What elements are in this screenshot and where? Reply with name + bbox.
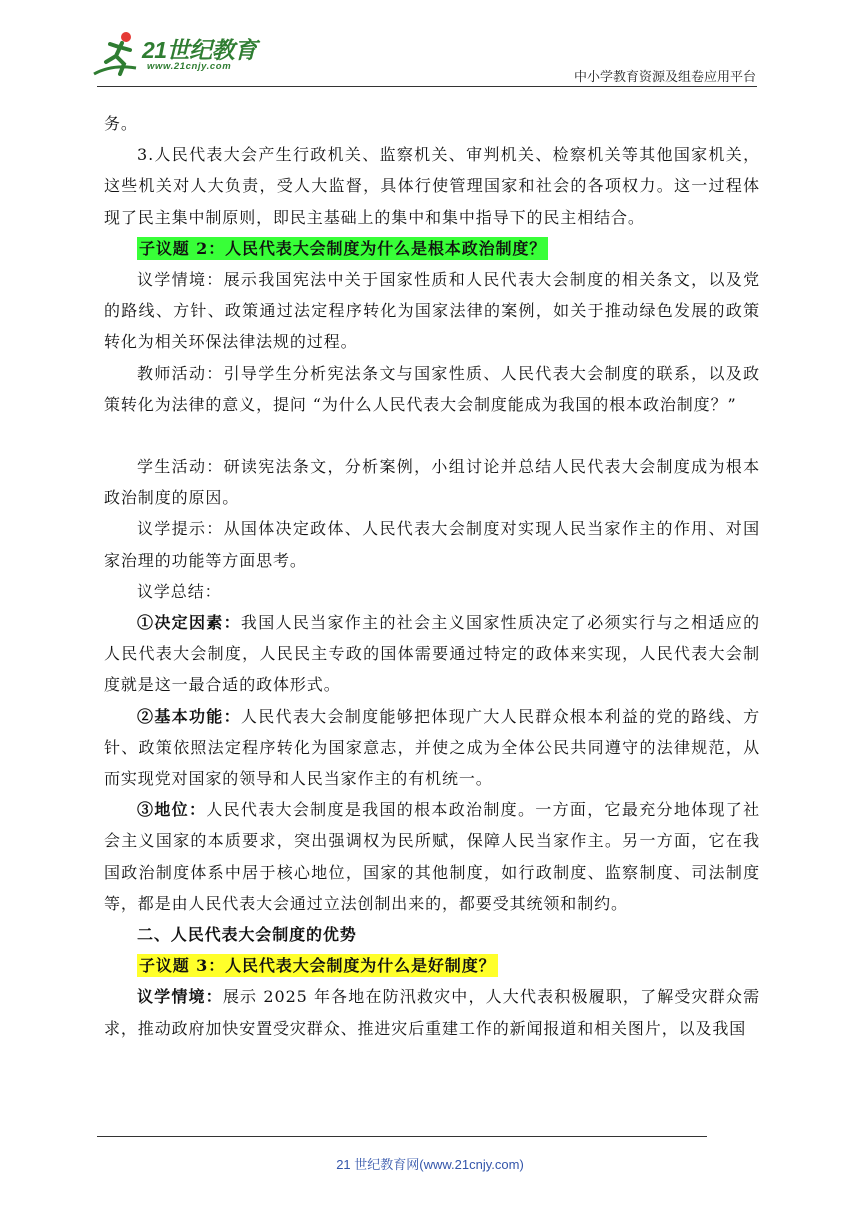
logo-text: 21世纪教育 bbox=[142, 37, 257, 63]
summary-text: 人民代表大会制度是我国的根本政治制度。一方面，它最充分地体现了社会主义国家的本质要求，突出强调权为民所赋，保障人民当家作主。另一方面，它在我国政治制度体系中居于核心地位，国家的其他制度，如行政制度、监察制度、司法制度等，都是由人民代表大会通过立法创制出来的，都要受其统领和制约。 bbox=[104, 800, 760, 913]
summary-text: 人民代表大会制度能够把体现广大人民群众根本利益的党的路线、方针、政策依照法定程序转化为国家意志，并使之成为全体公民共同遵守的法律规范，从而实现党对国家的领导和人民当家作主的有机统一。 bbox=[104, 706, 760, 789]
logo-url: www.21cnjy.com bbox=[147, 61, 232, 72]
summary-item bbox=[104, 607, 760, 701]
logo bbox=[92, 30, 262, 82]
footer-divider bbox=[97, 1136, 707, 1137]
paragraph: 教师活动：引导学生分析宪法条文与国家性质、人民代表大会制度的联系，以及政策转化为法律的意义，提问 “为什么人民代表大会制度能成为我国的根本政治制度？” bbox=[104, 363, 760, 414]
paragraph-label: 议学情境： bbox=[137, 987, 223, 1007]
paragraph-text: 展示 2025 年各地在防汛救灾中，人大代表积极履职，了解受灾群众需求，推动政府加快安置受灾群众、推进灾后重建工作的新闻报道和相关图片，以及我国 bbox=[104, 987, 760, 1038]
subtopic-3-line bbox=[104, 950, 760, 981]
document-body bbox=[104, 108, 760, 1044]
summary-item bbox=[104, 701, 760, 795]
summary-label: ②基本功能： bbox=[137, 706, 241, 726]
footer-text: 21 世纪教育网(www.21cnjy.com) bbox=[336, 1157, 524, 1172]
summary-label: ①决定因素： bbox=[137, 613, 241, 633]
page-header bbox=[0, 0, 860, 92]
paragraph: 务。 bbox=[104, 114, 138, 133]
subtopic-2-heading: 子议题 2：人民代表大会制度为什么是根本政治制度？ bbox=[139, 238, 547, 258]
summary-label: ③地位： bbox=[137, 800, 207, 820]
paragraph: 议学总结： bbox=[137, 581, 222, 601]
platform-name: 中小学教育资源及组卷应用平台 bbox=[573, 70, 756, 85]
header-divider bbox=[97, 86, 757, 87]
subtopic-3-heading: 子议题 3：人民代表大会制度为什么是好制度？ bbox=[139, 956, 496, 976]
section-heading: 二、人民代表大会制度的优势 bbox=[137, 925, 357, 945]
paragraph: 议学情境：展示我国宪法中关于国家性质和人民代表大会制度的相关条文，以及党的路线、方针、政策通过法定程序转化为国家法律的案例，如关于推动绿色发展的政策转化为相关环保法律法规的过程。 bbox=[104, 270, 760, 352]
paragraph: 学生活动：研读宪法条文，分析案例，小组讨论并总结人民代表大会制度成为根本政治制度的原因。 bbox=[104, 457, 760, 508]
paragraph: 3.人民代表大会产生行政机关、监察机关、审判机关、检察机关等其他国家机关，这些机关对人大负责，受人大监督，具体行使管理国家和社会的各项权力。这一过程体现了民主集中制原则，即民主基础上的集中和集中指导下的民主相结合。 bbox=[104, 145, 760, 227]
paragraph bbox=[104, 981, 760, 1043]
summary-text: 我国人民当家作主的社会主义国家性质决定了必须实行与之相适应的人民代表大会制度，人民民主专政的国体需要通过特定的政体来实现，人民代表大会制度就是这一最合适的政体形式。 bbox=[104, 613, 760, 695]
subtopic-2-line bbox=[104, 233, 760, 264]
summary-item bbox=[104, 794, 760, 919]
spacer bbox=[104, 420, 760, 451]
paragraph: 议学提示：从国体决定政体、人民代表大会制度对实现人民当家作主的作用、对国家治理的功能等方面思考。 bbox=[104, 519, 760, 570]
